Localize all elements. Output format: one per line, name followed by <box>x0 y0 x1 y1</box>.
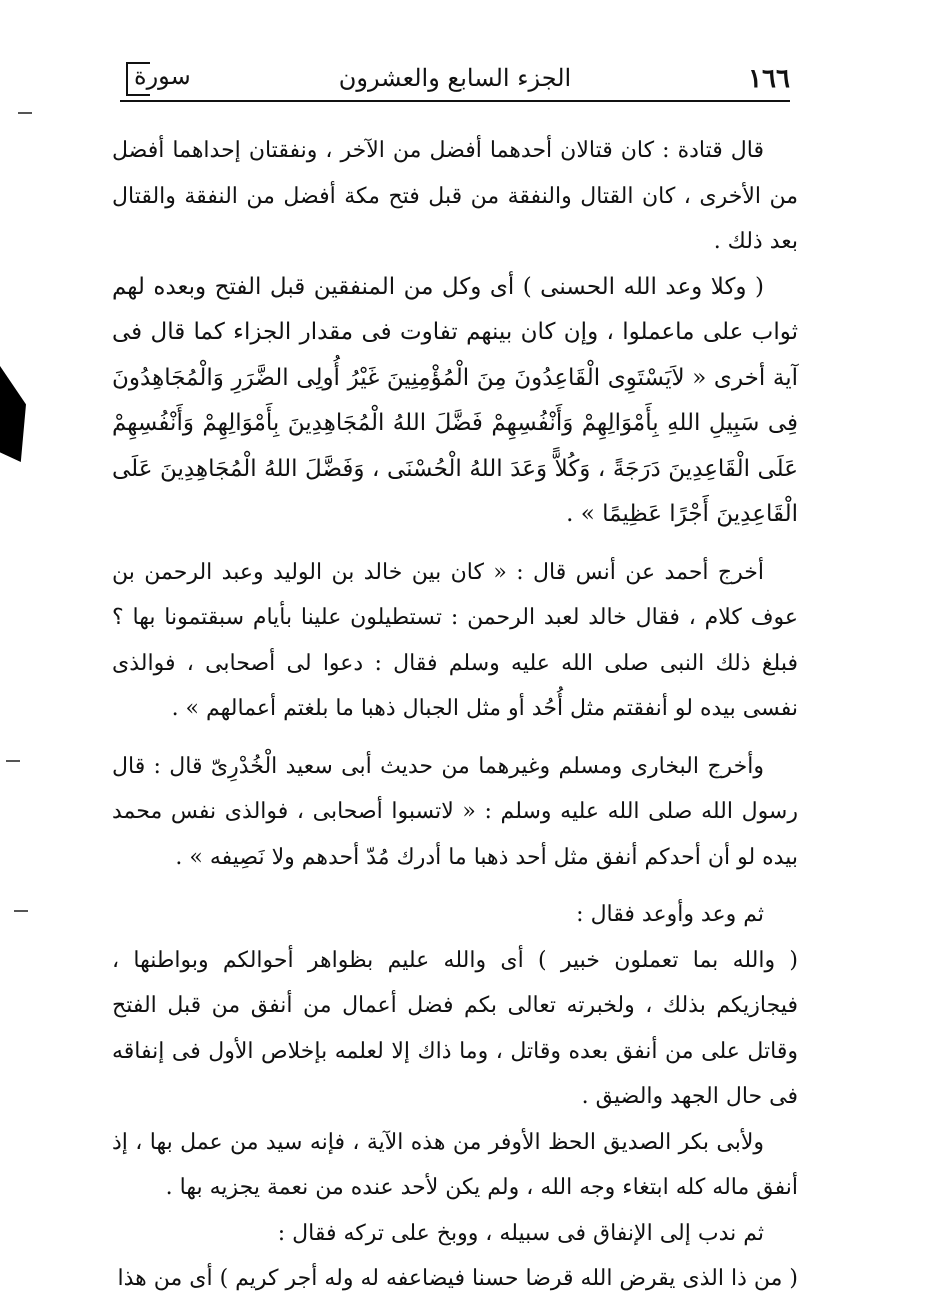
paragraph-verse-khabir: ( والله بما تعملون خبير ) أى والله عليم بظواهر أحوالكم وبواطنها ، فيجازيكم بذلك ، ولخبرته تعالى بكم فضل أعمال من أنفق من قبل الفتح وقاتل على من أنفق بعده وقاتل ، وما ذاك إلا لعلمه بإخلاص الأول فى إنفاقه فى حال الجهد والضيق . <box>112 947 798 1109</box>
paragraph-transition-1: ثم وعد وأوعد فقال : <box>576 902 764 927</box>
paragraph-verse-commentary: ( وكلا وعد الله الحسنى ) أى وكل من المنفقين قبل الفتح وبعده لهم ثواب على ماعملوا ، وإن كان بينهم تفاوت فى مقدار الجزاء كما قال فى آية أخرى « لاَيَسْتَوِى الْقَاعِدُونَ مِنَ الْمُؤْمِنِينَ غَيْرُ أُولِى الضَّرَرِ وَالْمُجَاهِدُونَ فِى سَبِيلِ اللهِ بِأَمْوَالِهِمْ وَأَنْفُسِهِمْ فَضَّلَ اللهُ الْمُجَاهِدِينَ بِأَمْوَالِهِمْ وَأَنْفُسِهِمْ عَلَى الْقَاعِدِينَ دَرَجَةً ، وَكُلاًّ وَعَدَ اللهُ الْحُسْنَى ، وَفَضَّلَ اللهُ الْمُجَاهِدِينَ عَلَى الْقَاعِدِينَ أَجْرًا عَظِيمًا » . <box>112 273 798 527</box>
running-title: الجزء السابع والعشرون <box>338 64 572 92</box>
scan-margin-mark <box>18 112 32 114</box>
paragraph-abu-bakr: ولأبى بكر الصديق الحظ الأوفر من هذه الآية ، فإنه سيد من عمل بها ، إذ أنفق ماله كله ابتغاء وجه الله ، ولم يكن لأحد عنده من نعمة يجزيه بها . <box>112 1129 798 1200</box>
scan-margin-mark <box>14 910 28 912</box>
page-header <box>120 58 790 102</box>
page-number: ١٦٦ <box>748 64 790 94</box>
paragraph-verse-qard: ( من ذا الذى يقرض الله قرضا حسنا فيضاعفه له وله أجر كريم ) أى من هذا <box>117 1266 798 1291</box>
paragraph-qatada: قال قتادة : كان قتالان أحدهما أفضل من الآخر ، ونفقتان إحداهما أفضل من الأخرى ، كان القتال والنفقة من قبل فتح مكة أفضل من النفقة والقتال بعد ذلك . <box>112 138 798 254</box>
paragraph-hadith-bukhari: وأخرج البخارى ومسلم وغيرهما من حديث أبى سعيد الْخُدْرِىّ قال : قال رسول الله صلى الله عليه وسلم : « لاتسبوا أصحابى ، فوالذى نفس محمد بيده لو أن أحدكم أنفق مثل أحد ذهبا ما أدرك مُدّ أحدهم ولا نَصِيفه » . <box>112 753 798 870</box>
paragraph-hadith-ahmad: أخرج أحمد عن أنس قال : « كان بين خالد بن الوليد وعبد الرحمن بن عوف كلام ، فقال خالد لعبد الرحمن : تستطيلون علينا بأيام سبقتمونا بها ؟ فبلغ ذلك النبى صلى الله عليه وسلم فقال : دعوا لى أصحابى ، فوالذى نفسى بيده لو أنفقتم مثل أُحُد أو مثل الجبال ذهبا ما بلغتم أعمالهم » . <box>112 559 798 721</box>
scan-margin-mark <box>6 760 20 762</box>
header-rule <box>120 100 790 102</box>
page-body <box>112 128 798 1302</box>
paragraph-transition-2: ثم ندب إلى الإنفاق فى سبيله ، ووبخ على تركه فقال : <box>277 1220 764 1246</box>
surah-label: سورة <box>134 62 191 90</box>
scan-margin-blot <box>0 366 26 462</box>
